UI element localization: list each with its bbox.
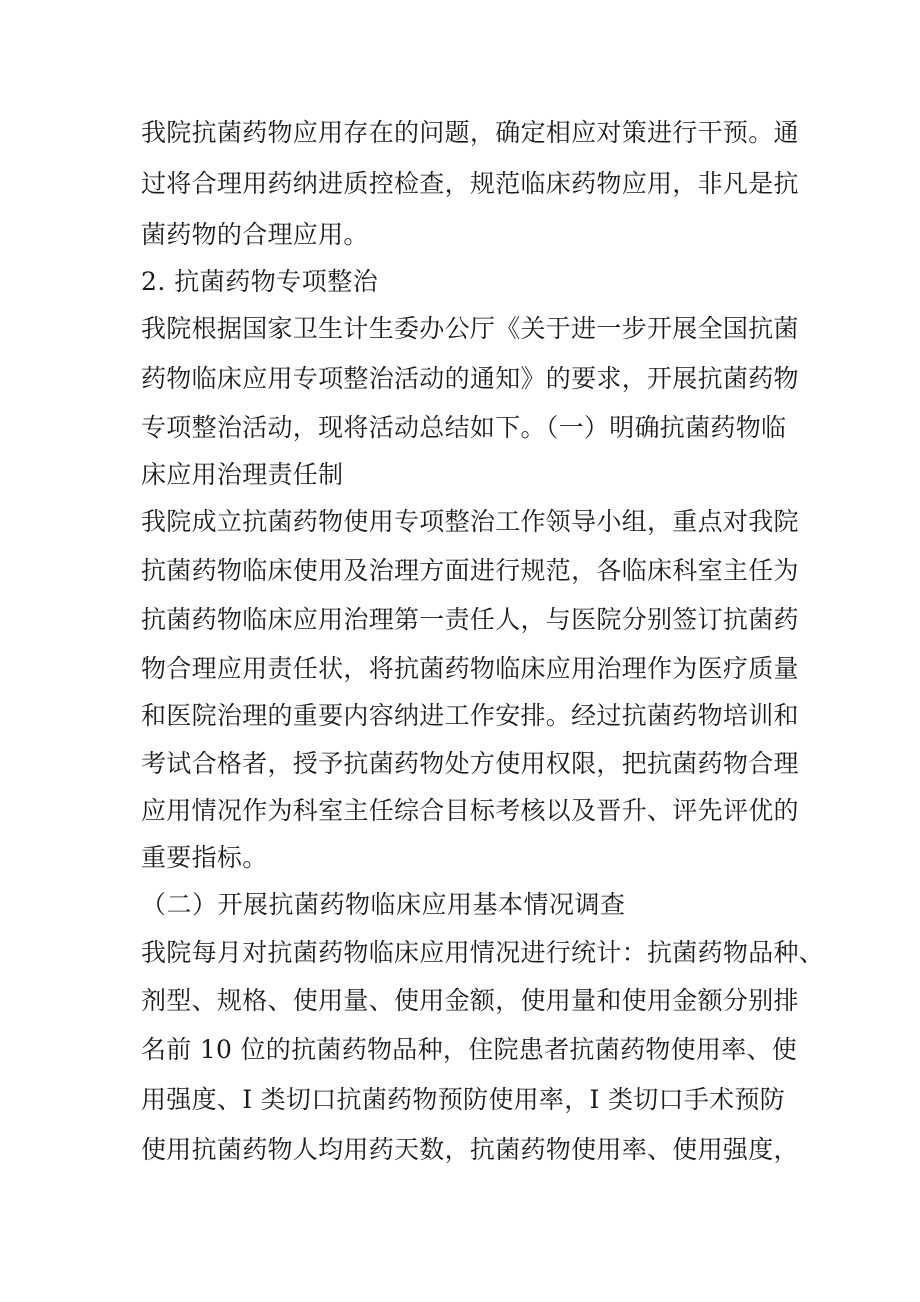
body-text-line: 我院根据国家卫生计生委办公厅《关于进一步开展全国抗菌 xyxy=(141,314,799,343)
body-text-line: 药物临床应用专项整治活动的通知》的要求，开展抗菌药物 xyxy=(141,364,799,393)
body-text-line: 用强度、I 类切口抗菌药物预防使用率，I 类切口手术预防 xyxy=(141,1085,786,1114)
subsection-heading: （二）开展抗菌药物临床应用基本情况调查 xyxy=(141,890,626,919)
body-text-line: 抗菌药物临床应用治理第一责任人，与医院分别签订抗菌药 xyxy=(141,605,799,634)
body-text-line: 使用抗菌药物人均用药天数，抗菌药物使用率、使用强度， xyxy=(141,1135,799,1164)
body-text-line: 我院每月对抗菌药物临床应用情况进行统计：抗菌药物品种、 xyxy=(141,938,825,967)
body-text-line: 考试合格者，授予抗菌药物处方使用权限，把抗菌药物合理 xyxy=(141,749,799,778)
body-text-line: 我院抗菌药物应用存在的问题，确定相应对策进行干预。通 xyxy=(141,118,799,147)
section-heading: 2. 抗菌药物专项整治 xyxy=(141,267,379,296)
body-text-line: 抗菌药物临床使用及治理方面进行规范，各临床科室主任为 xyxy=(141,556,799,585)
body-text-line: 物合理应用责任状，将抗菌药物临床应用治理作为医疗质量 xyxy=(141,654,799,683)
body-text-line: 应用情况作为科室主任综合目标考核以及晋升、评先评优的 xyxy=(141,796,799,825)
body-text-line: 过将合理用药纳进质控检查，规范临床药物应用，非凡是抗 xyxy=(141,169,799,198)
body-text-line: 专项整治活动，现将活动总结如下。（一）明确抗菌药物临 xyxy=(141,413,787,442)
body-text-line: 菌药物的合理应用。 xyxy=(141,220,369,249)
body-text-line: 我院成立抗菌药物使用专项整治工作领导小组，重点对我院 xyxy=(141,507,799,536)
body-text-line: 和医院治理的重要内容纳进工作安排。经过抗菌药物培训和 xyxy=(141,701,799,730)
subsection-heading: 床应用治理责任制 xyxy=(141,460,344,489)
body-text-line: 名前 10 位的抗菌药物品种，住院患者抗菌药物使用率、使 xyxy=(141,1035,798,1064)
body-text-line: 剂型、规格、使用量、使用金额，使用量和使用金额分别排 xyxy=(141,986,799,1015)
body-text-line: 重要指标。 xyxy=(141,843,268,872)
